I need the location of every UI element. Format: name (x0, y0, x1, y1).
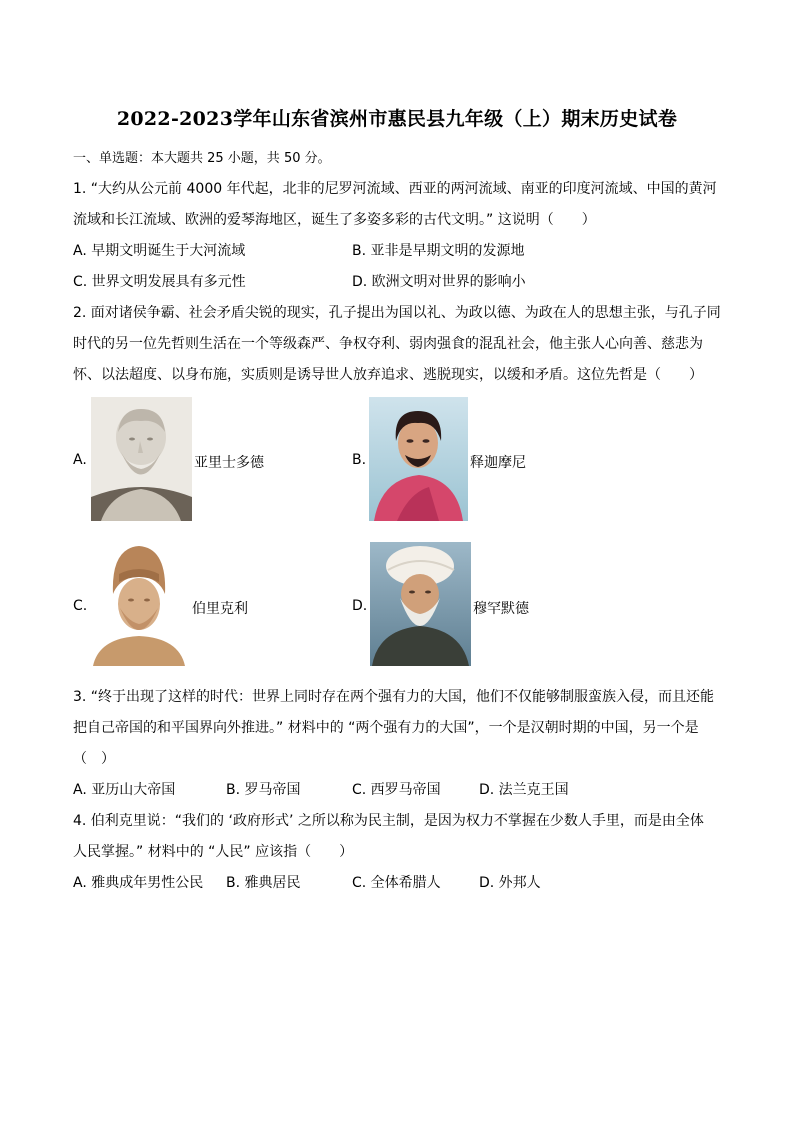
option-b[interactable]: B. 亚非是早期文明的发源地 (352, 243, 525, 259)
muhammad-portrait-image[interactable] (370, 542, 471, 666)
question-stem-line: 4. 伯利克里说：“我们的 ‘政府形式’ 之所以称为民主制，是因为权力不掌握在少数人手里，而是由全体 (73, 813, 704, 829)
option-c[interactable]: C. 世界文明发展具有多元性 (73, 274, 246, 290)
option-d-label[interactable]: 穆罕默德 (473, 601, 529, 617)
option-a-label[interactable]: 亚里士多德 (194, 455, 264, 471)
exam-title: 2022-2023学年山东省滨州市惠民县九年级（上）期末历史试卷 (116, 108, 678, 130)
option-b[interactable]: B. 罗马帝国 (226, 782, 301, 798)
option-c-label[interactable]: 伯里克利 (192, 601, 248, 617)
option-c[interactable]: C. 西罗马帝国 (352, 782, 441, 798)
option-d[interactable]: D. 外邦人 (479, 875, 541, 891)
question-stem-line: 1. “大约从公元前 4000 年代起，北非的尼罗河流域、西亚的两河流域、南亚的印度河流域、中国的黄河 (73, 181, 717, 197)
option-c-letter[interactable]: C. (73, 598, 88, 614)
pericles-portrait-image[interactable] (89, 542, 189, 666)
option-d-letter[interactable]: D. (352, 598, 368, 614)
option-b[interactable]: B. 雅典居民 (226, 875, 301, 891)
option-a[interactable]: A. 雅典成年男性公民 (73, 875, 204, 891)
option-b-label[interactable]: 释迦摩尼 (470, 455, 526, 471)
option-a[interactable]: A. 早期文明诞生于大河流域 (73, 243, 246, 259)
option-d[interactable]: D. 欧洲文明对世界的影响小 (352, 274, 526, 290)
question-stem-line: 2. 面对诸侯争霸、社会矛盾尖锐的现实，孔子提出为国以礼、为政以德、为政在人的思想主张，与孔子同 (73, 305, 721, 321)
section-heading: 一、单选题：本大题共 25 小题，共 50 分。 (73, 151, 331, 166)
question-stem-line: （ ） (73, 751, 115, 767)
shakyamuni-portrait-image[interactable] (369, 397, 468, 521)
question-stem-line: 流域和长江流域、欧洲的爱琴海地区，诞生了多姿多彩的古代文明。” 这说明（ ） (73, 212, 596, 228)
question-stem-line: 怀、以法超度、以身布施，实质则是诱导世人放弃追求、逃脱现实，以缓和矛盾。这位先哲是（ ） (73, 367, 703, 383)
question-stem-line: 人民掌握。” 材料中的 “人民” 应该指（ ） (73, 844, 354, 860)
question-stem-line: 时代的另一位先哲则生活在一个等级森严、争权夺利、弱肉强食的混乱社会，他主张人心向善、慈悲为 (73, 336, 703, 352)
option-d[interactable]: D. 法兰克王国 (479, 782, 569, 798)
option-c[interactable]: C. 全体希腊人 (352, 875, 441, 891)
question-stem-line: 把自己帝国的和平国界向外推进。” 材料中的 “两个强有力的大国”，一个是汉朝时期的中国，另一个是 (73, 720, 699, 736)
question-stem-line: 3. “终于出现了这样的时代：世界上同时存在两个强有力的大国，他们不仅能够制服蛮族入侵，而且还能 (73, 689, 715, 705)
aristotle-portrait-image[interactable] (91, 397, 192, 521)
option-a[interactable]: A. 亚历山大帝国 (73, 782, 176, 798)
option-b-letter[interactable]: B. (352, 452, 367, 468)
option-a-letter[interactable]: A. (73, 452, 87, 468)
